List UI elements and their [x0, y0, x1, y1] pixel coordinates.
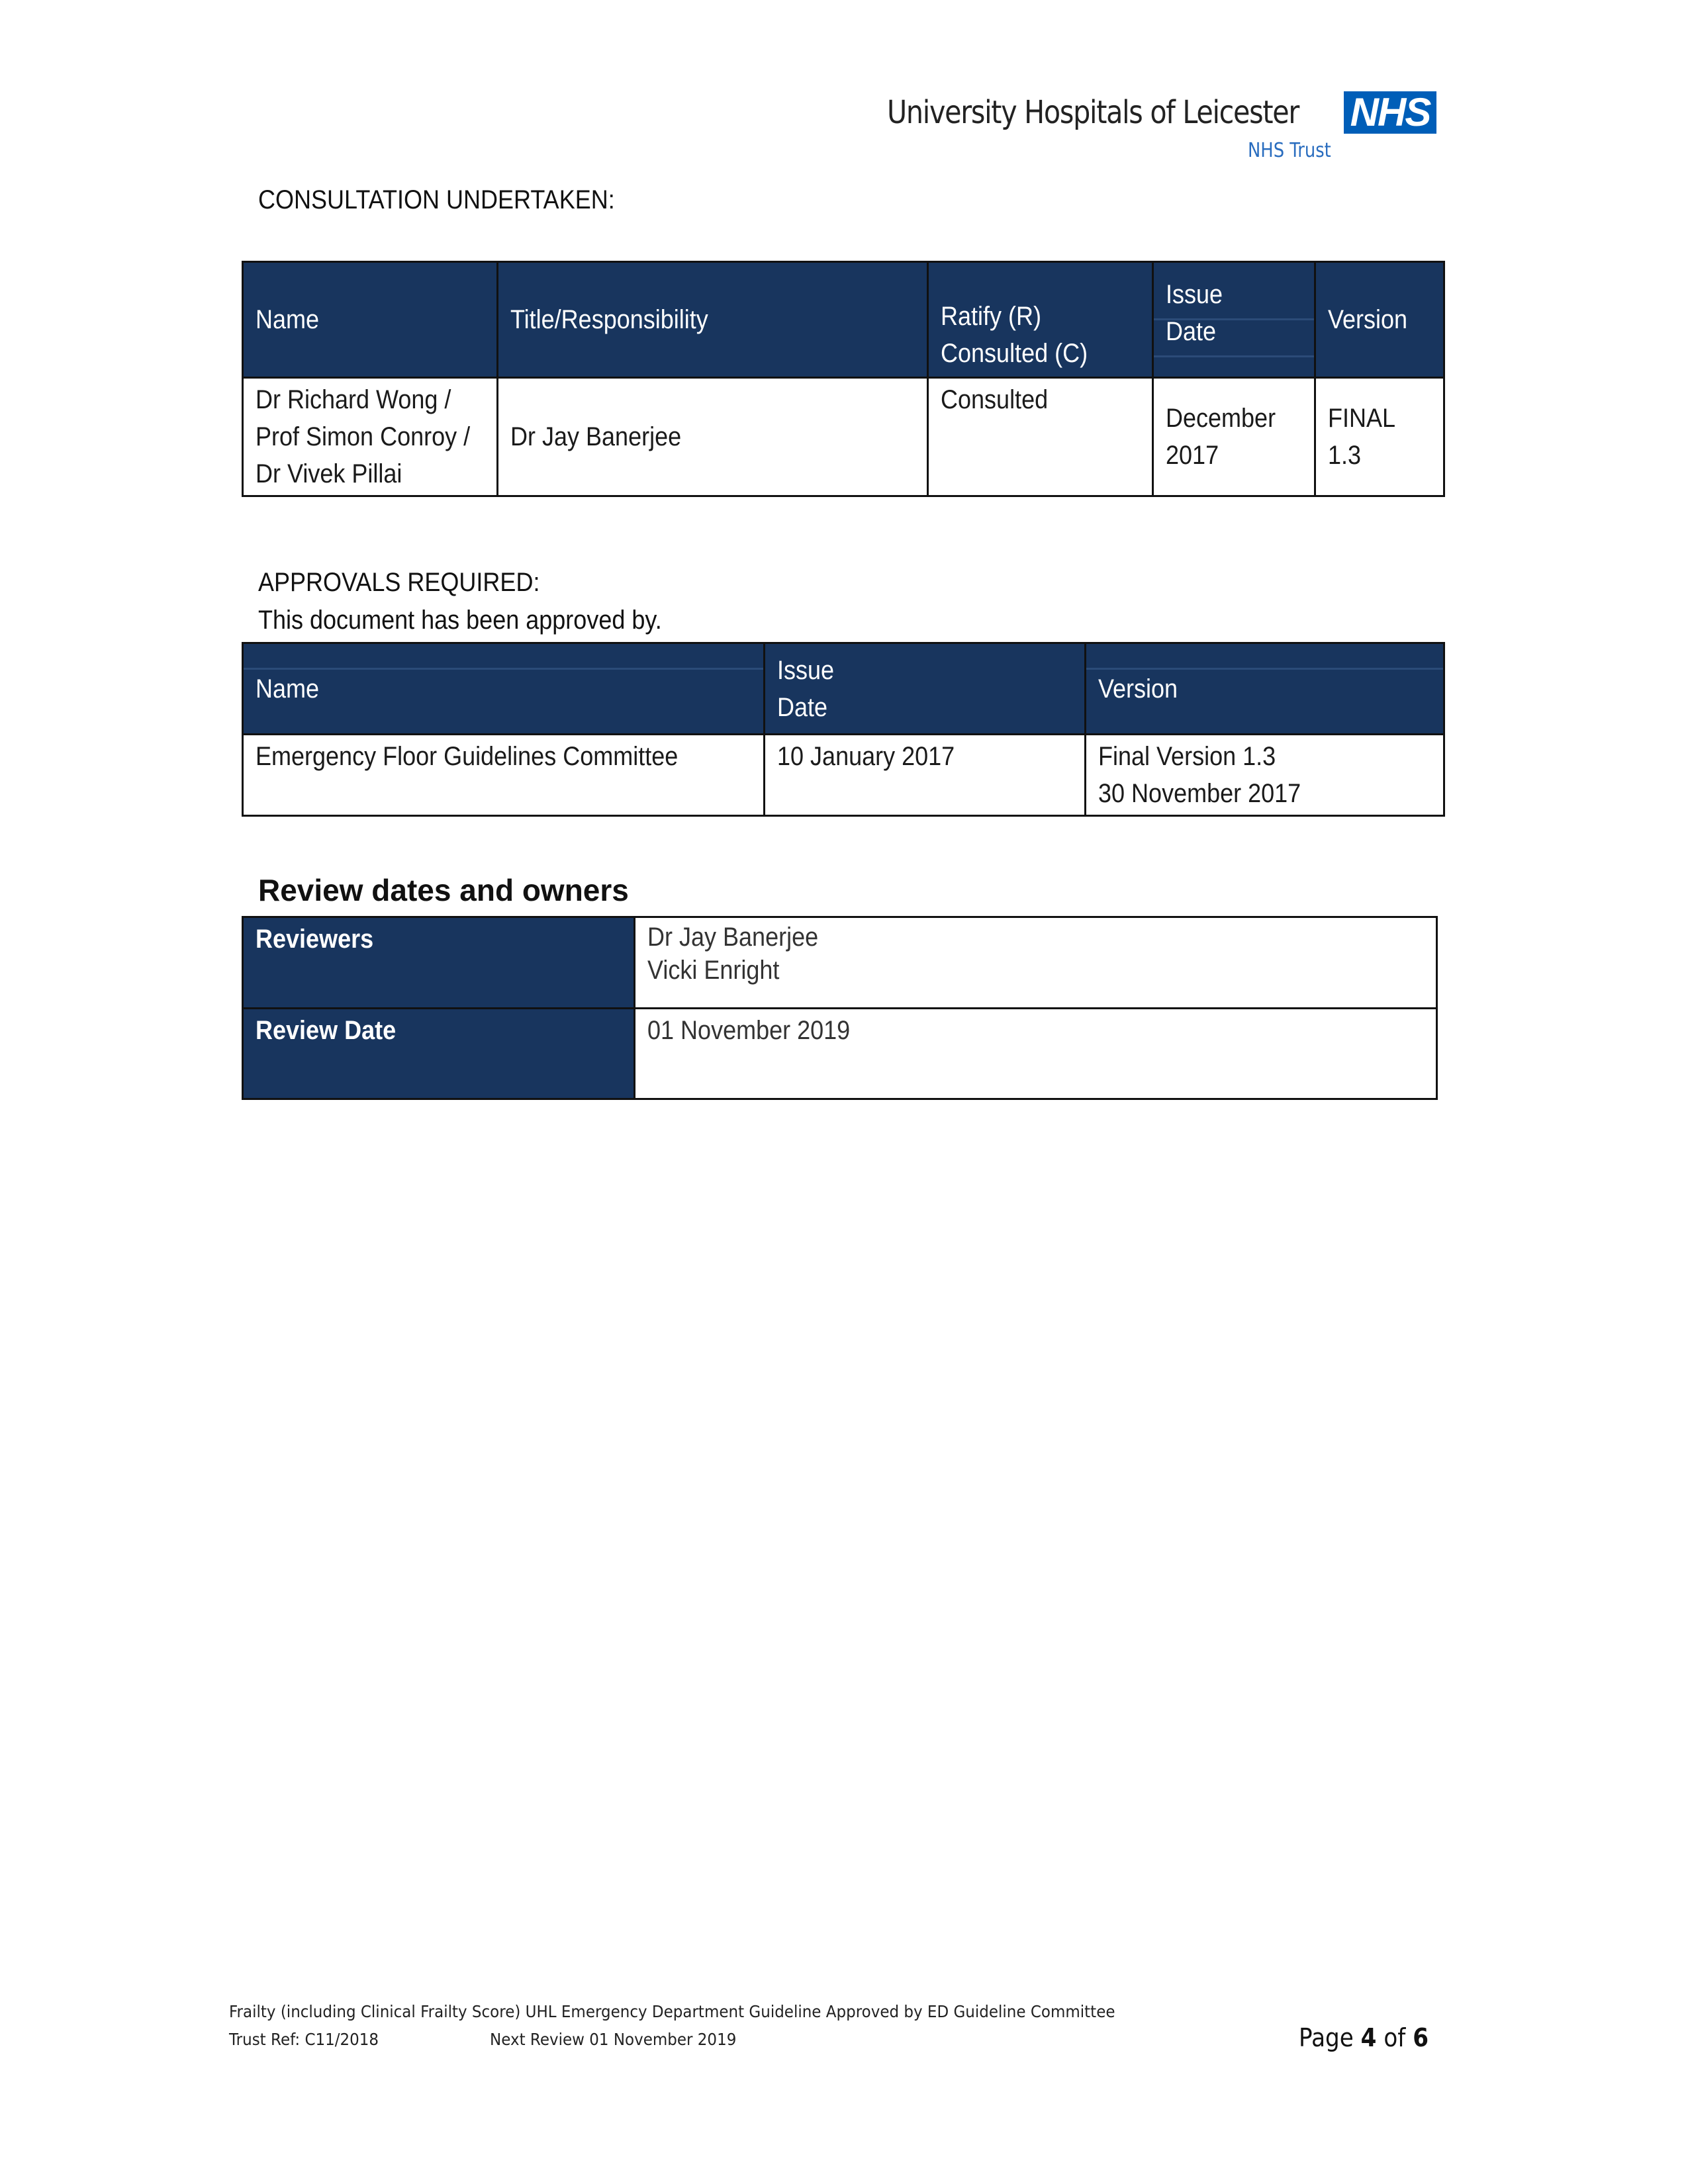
review-date-value: 01 November 2019	[635, 1009, 1437, 1099]
footer-document-title: Frailty (including Clinical Frailty Score) UHL Emergency Department Guideline Approved by ED Guideline Committee	[229, 2002, 1115, 2021]
cell-ratify: Consulted	[928, 378, 1153, 496]
header-divider	[1154, 318, 1314, 320]
header-divider	[1154, 355, 1314, 357]
cell-approver: Emergency Floor Guidelines Committee	[243, 735, 765, 816]
review-title: Review dates and owners	[258, 873, 629, 907]
col-header-name: Name	[243, 262, 498, 378]
cell-title: Dr Jay Banerjee	[498, 378, 928, 496]
table-row	[243, 1009, 1437, 1099]
footer-next-review: Next Review 01 November 2019	[490, 2030, 737, 2049]
col-header-issue-date	[1153, 262, 1315, 378]
reviewers-label: Reviewers	[243, 917, 635, 1009]
approvals-table	[242, 642, 1445, 817]
approvals-subheading: This document has been approved by.	[258, 606, 662, 635]
table-header-row	[243, 262, 1444, 378]
table-row	[243, 917, 1437, 1009]
approvals-heading: APPROVALS REQUIRED:	[258, 568, 540, 597]
ratify-header-line1: Ratify (R)	[941, 302, 1042, 331]
footer-trust-ref: Trust Ref: C11/2018	[229, 2030, 379, 2049]
consultation-heading: CONSULTATION UNDERTAKEN:	[258, 185, 615, 214]
issue-header-line2: Date	[1166, 317, 1217, 346]
ratify-header-line2: Consulted (C)	[941, 339, 1088, 368]
col-header-ratify	[928, 262, 1153, 378]
table-row	[243, 735, 1444, 816]
col-header-version: Version	[1315, 262, 1444, 378]
table-row	[243, 378, 1444, 496]
cell-issue-date: December 2017	[1153, 378, 1315, 496]
col-header-version: Version	[1086, 643, 1444, 735]
page-number: Page 4 of 6	[1299, 2023, 1429, 2052]
cell-issue-date: 10 January 2017	[765, 735, 1086, 816]
org-name: University Hospitals of Leicester	[887, 94, 1299, 131]
cell-version: Final Version 1.3 30 November 2017	[1086, 735, 1444, 816]
issue-header-line1: Issue	[1166, 280, 1223, 309]
review-table	[242, 916, 1438, 1100]
col-header-name: Name	[243, 643, 765, 735]
trust-logo	[887, 87, 1436, 170]
col-header-issue-date: Issue Date	[765, 643, 1086, 735]
review-date-label: Review Date	[243, 1009, 635, 1099]
nhs-trust-label: NHS Trust	[1248, 139, 1331, 162]
cell-consultees: Dr Richard Wong / Prof Simon Conroy / Dr Vivek Pillai	[243, 378, 498, 496]
nhs-logo: NHS	[1344, 91, 1436, 134]
table-header-row	[243, 643, 1444, 735]
reviewers-value: Dr Jay Banerjee Vicki Enright	[635, 917, 1437, 1009]
consultation-table	[242, 261, 1445, 497]
col-header-title: Title/Responsibility	[498, 262, 928, 378]
cell-version: FINAL 1.3	[1315, 378, 1444, 496]
